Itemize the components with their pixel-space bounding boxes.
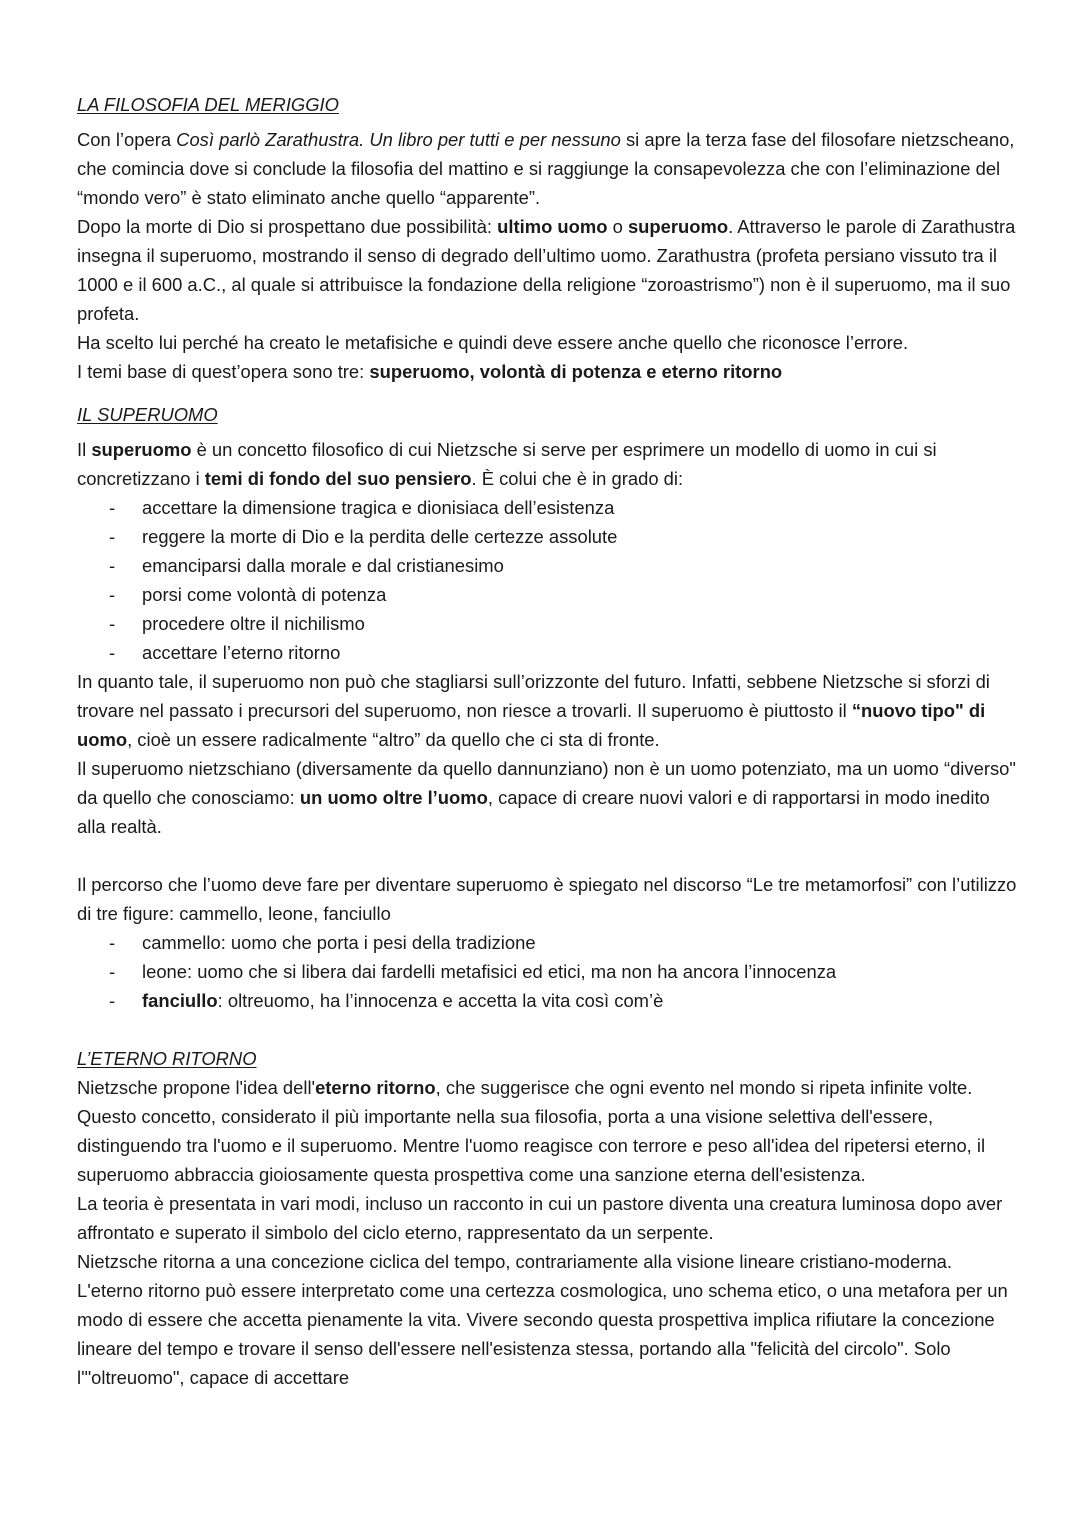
paragraph: La teoria è presentata in vari modi, incluso un racconto in cui un pastore diventa una creatura luminosa dopo aver affrontato e superato il simbolo del ciclo eterno, rappresentato da un serpente. bbox=[77, 1193, 1003, 1243]
text-run: o bbox=[607, 216, 628, 237]
paragraph bbox=[77, 357, 1017, 386]
text-run: leone: uomo che si libera dai fardelli metafisici ed etici, ma non ha ancora l’innocenza bbox=[142, 961, 837, 982]
bold-term: eterno ritorno bbox=[315, 1077, 436, 1098]
bullet-list bbox=[77, 928, 1017, 1015]
text-run: . È colui che è in grado di: bbox=[471, 468, 684, 489]
paragraph bbox=[77, 435, 1017, 493]
text-run: è un concetto filosofico di cui Nietzsche si serve per esprimere un modello di uomo in cui si concretizzano i bbox=[77, 439, 937, 489]
text-run: , capace di creare nuovi valori e di rapportarsi in modo inedito alla realtà. bbox=[77, 787, 990, 837]
list-item bbox=[77, 928, 1017, 957]
section-eterno-ritorno bbox=[77, 1044, 1017, 1392]
section-heading: L’ETERNO RITORNO bbox=[77, 1048, 257, 1069]
paragraph bbox=[77, 1073, 1017, 1189]
section-heading: IL SUPERUOMO bbox=[77, 404, 218, 425]
document-page bbox=[77, 90, 1017, 1392]
text-run: Nietzsche propone l'idea dell' bbox=[77, 1077, 316, 1098]
book-title: Così parlò Zarathustra. Un libro per tutti e per nessuno bbox=[176, 129, 621, 150]
paragraph: Ha scelto lui perché ha creato le metafisiche e quindi deve essere anche quello che riconosce l’errore. bbox=[77, 332, 909, 353]
text-run: cammello: uomo che porta i pesi della tradizione bbox=[142, 932, 536, 953]
section-superuomo bbox=[77, 400, 1017, 1015]
list-item: - accettare l’eterno ritorno bbox=[77, 638, 1017, 667]
bullet-list bbox=[77, 493, 1017, 667]
section-heading: LA FILOSOFIA DEL MERIGGIO bbox=[77, 94, 339, 115]
text-run: Con l’opera bbox=[77, 129, 177, 150]
list-item: - porsi come volontà di potenza bbox=[77, 580, 1017, 609]
bold-term: fanciullo bbox=[142, 990, 218, 1011]
bold-term: “nuovo tipo" di uomo bbox=[77, 700, 986, 750]
paragraph: Il percorso che l’uomo deve fare per diventare superuomo è spiegato nel discorso “Le tre metamorfosi” con l’utilizzo di tre figure: cammello, leone, fanciullo bbox=[77, 874, 1017, 924]
text-run: , cioè un essere radicalmente “altro” da quello che ci sta di fronte. bbox=[127, 729, 660, 750]
bold-term: superuomo bbox=[627, 216, 729, 237]
paragraph bbox=[77, 754, 1017, 841]
bold-term: superuomo bbox=[91, 439, 192, 460]
list-item: - reggere la morte di Dio e la perdita delle certezze assolute bbox=[77, 522, 1017, 551]
list-item: - emanciparsi dalla morale e dal cristianesimo bbox=[77, 551, 1017, 580]
list-item bbox=[77, 957, 1017, 986]
list-item bbox=[77, 986, 1017, 1015]
bold-term: un uomo oltre l’uomo bbox=[299, 787, 488, 808]
text-run: Dopo la morte di Dio si prospettano due possibilità: bbox=[77, 216, 498, 237]
text-run: . Attraverso le parole di Zarathustra insegna il superuomo, mostrando il senso di degrado dell’ultimo uomo. Zarathustra (profeta persiano vissuto tra il 1000 e il 600 a.C., al quale si attribuisce la fondazione della religione “zoroastrismo”) non è il superuomo, ma il suo profeta. bbox=[77, 216, 1016, 324]
paragraph bbox=[77, 667, 1017, 754]
text-run: In quanto tale, il superuomo non può che stagliarsi sull’orizzonte del futuro. Infatti, sebbene Nietzsche si sforzi di trovare nel passato i precursori del superuomo, non riesce a trovarli. Il superuomo è piuttosto il bbox=[77, 671, 990, 721]
text-run: , che suggerisce che ogni evento nel mondo si ripeta infinite volte. Questo concetto, considerato il più importante nella sua filosofia, porta a una visione selettiva dell'essere, distinguendo tra l'uomo e il superuomo. Mentre l'uomo reagisce con terrore e peso all'idea del ripetersi eterno, il superuomo abbraccia gioiosamente questa prospettiva come una sanzione eterna dell'esistenza. bbox=[77, 1077, 986, 1185]
bold-term: temi di fondo del suo pensiero bbox=[204, 468, 472, 489]
bold-term: superuomo, volontà di potenza e eterno ritorno bbox=[369, 361, 783, 382]
text-run: : oltreuomo, ha l’innocenza e accetta la vita così com’è bbox=[217, 990, 664, 1011]
bold-term: ultimo uomo bbox=[497, 216, 608, 237]
text-run: Il superuomo nietzschiano (diversamente da quello dannunziano) non è un uomo potenziato, ma un uomo “diverso" da quello che conosciamo: bbox=[77, 758, 1016, 808]
blank-line bbox=[77, 841, 1017, 870]
section-meriggio bbox=[77, 90, 1017, 386]
paragraph bbox=[77, 125, 1017, 212]
list-item: - accettare la dimensione tragica e dionisiaca dell’esistenza bbox=[77, 493, 1017, 522]
paragraph bbox=[77, 212, 1017, 328]
paragraph: Nietzsche ritorna a una concezione ciclica del tempo, contrariamente alla visione lineare cristiano-moderna. L'eterno ritorno può essere interpretato come una certezza cosmologica, uno schema etico, o una metafora per un modo di essere che accetta pienamente la vita. Vivere secondo questa prospettiva implica rifiutare la concezione lineare del tempo e trovare il senso dell'essere nell'esistenza stessa, portando alla "felicità del circolo". Solo l'"oltreuomo", capace di accettare bbox=[77, 1251, 1008, 1388]
text-run: I temi base di quest’opera sono tre: bbox=[77, 361, 370, 382]
list-item: - procedere oltre il nichilismo bbox=[77, 609, 1017, 638]
text-run: si apre la terza fase del filosofare nietzscheano, che comincia dove si conclude la filosofia del mattino e si raggiunge la consapevolezza che con l’eliminazione del “mondo vero” è stato eliminato anche quello “apparente”. bbox=[77, 129, 1015, 208]
text-run: Il bbox=[77, 439, 92, 460]
